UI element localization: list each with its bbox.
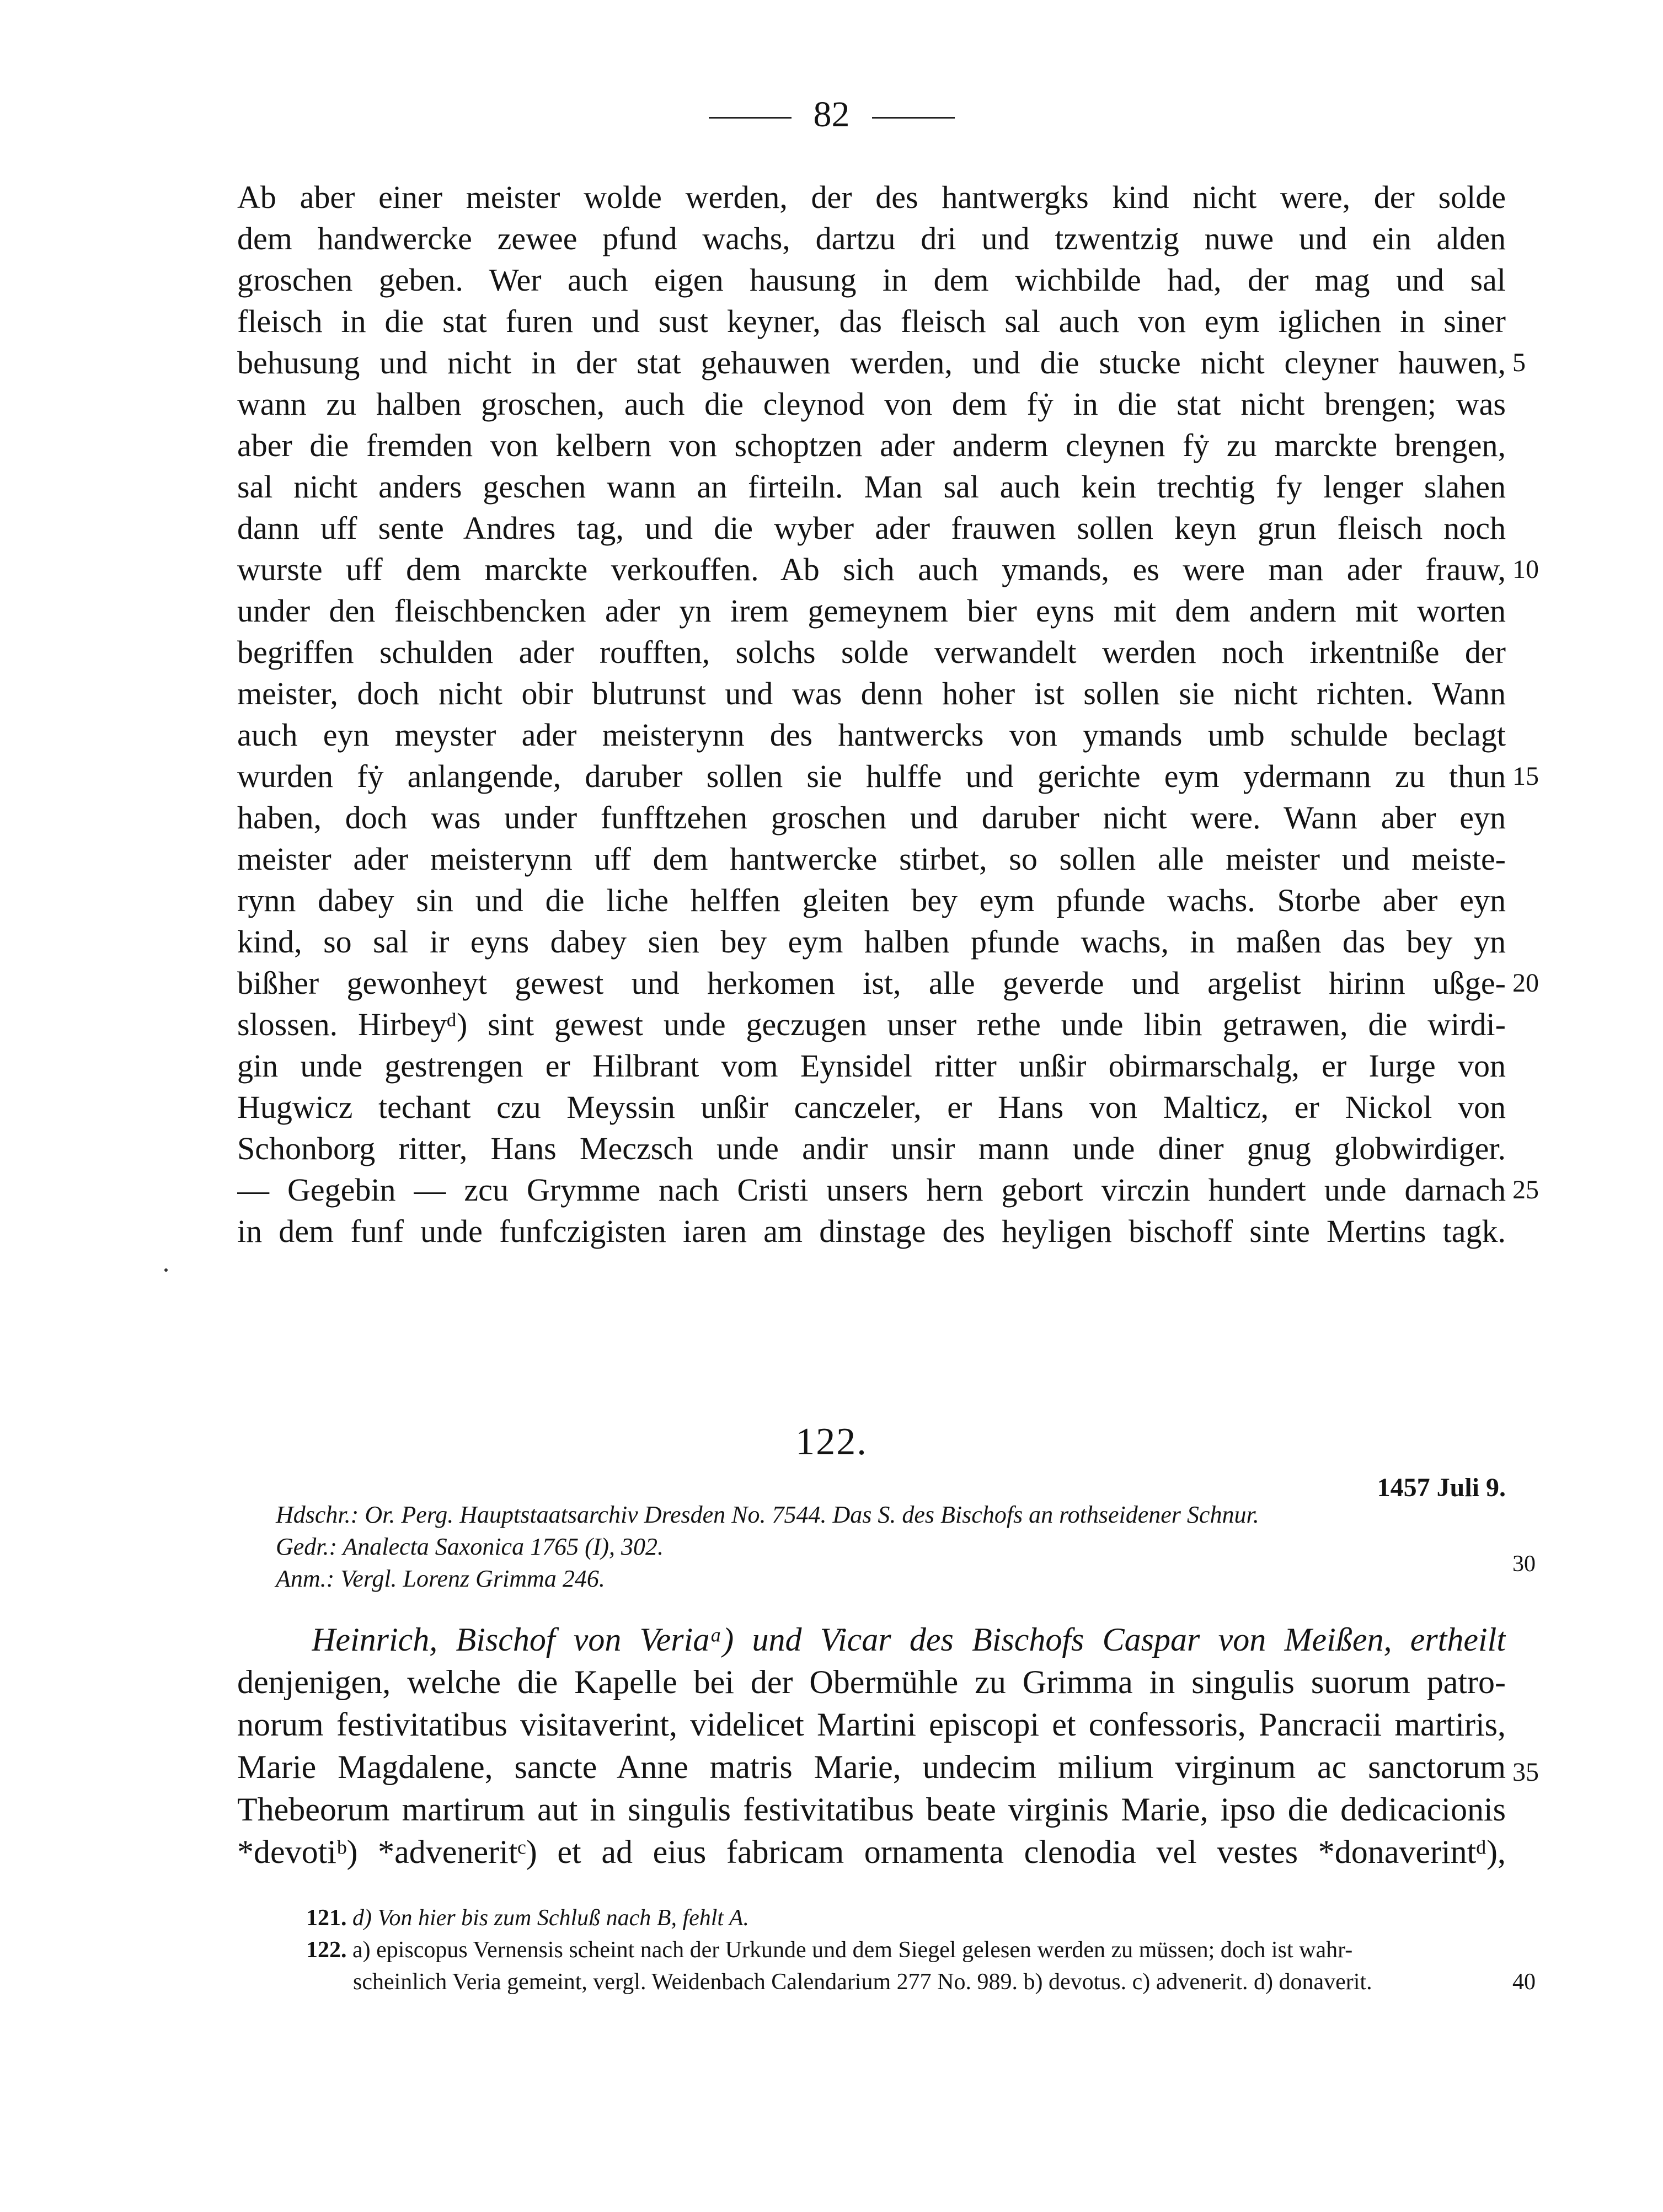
stray-ink-mark: [164, 1268, 168, 1272]
text-line: slossen. Hirbeyᵈ) sint gewest unde geczugen unser rethe unde libin getrawen, die wirdi-: [237, 1006, 1506, 1042]
text-line: gin unde gestrengen er Hilbrant vom Eynsidel ritter unßir obirmarschalg, er Iurge von: [237, 1048, 1506, 1084]
footnote-122-continued: scheinlich Veria gemeint, vergl. Weidenbach Calendarium 277 No. 989. b) devotus. c) advenerit. d) donaverit.: [353, 1969, 1372, 1995]
text-line: aber die fremden von kelbern von schoptzen ader anderm cleynen fẏ zu marckte brengen,: [237, 427, 1506, 463]
source-note-print: Gedr.: Analecta Saxonica 1765 (I), 302.: [276, 1533, 664, 1560]
header-rule-left: [709, 117, 792, 119]
line-number: 15: [1512, 762, 1539, 791]
document-date: 1457 Juli 9.: [1377, 1473, 1506, 1502]
text-line: meister ader meisterynn uff dem hantwercke stirbet, so sollen alle meister und meiste-: [237, 841, 1506, 877]
line-number: 25: [1512, 1175, 1539, 1204]
document-number: 122.: [795, 1421, 868, 1463]
text-line: meister, doch nicht obir blutrunst und was denn hoher ist sollen sie nicht richten. Wann: [237, 676, 1506, 711]
page-number: 82: [813, 94, 850, 135]
line-number: 20: [1512, 968, 1539, 998]
footnote-text: d) Von hier bis zum Schluß nach B, fehlt A.: [352, 1905, 749, 1931]
source-note-manuscript: Hdschr.: Or. Perg. Hauptstaatsarchiv Dresden No. 7544. Das S. des Bischofs an rothseidener Schnur.: [276, 1501, 1259, 1528]
footnote-122: [306, 1935, 1509, 1965]
text-line: wurste uff dem marckte verkouffen. Ab sich auch ymands, es were man ader frauw,: [237, 551, 1506, 587]
regest-line-text: Heinrich, Bischof von Veriaᵃ) und Vicar des Bischofs Caspar von Meißen, ertheilt: [312, 1621, 1506, 1658]
text-line: dann uff sente Andres tag, und die wyber ader frauwen sollen keyn grun fleisch noch: [237, 510, 1506, 546]
text-line: haben, doch was under funfftzehen groschen und daruber nicht were. Wann aber eyn: [237, 800, 1506, 835]
text-line: rynn dabey sin und die liche helffen gleiten bey eym pfunde wachs. Storbe aber eyn: [237, 882, 1506, 918]
footnote-121: [306, 1903, 1464, 1934]
regest-line: [312, 1619, 1506, 1661]
text-line: begriffen schulden ader roufften, solchs solde verwandelt werden noch irkentniße der: [237, 634, 1506, 670]
regest-line: denjenigen, welche die Kapelle bei der Obermühle zu Grimma in singulis suorum patro-: [237, 1664, 1506, 1700]
text-line: behusung und nicht in der stat gehauwen werden, und die stucke nicht cleyner hauwen,: [237, 345, 1506, 381]
text-line: kind, so sal ir eyns dabey sien bey eym halben pfunde wachs, in maßen das bey yn: [237, 924, 1506, 960]
text-line: bißher gewonheyt gewest und herkomen ist, alle geverde und argelist hirinn ußge-: [237, 965, 1506, 1001]
footnote-text: a) episcopus Vernensis scheint nach der Urkunde und dem Siegel gelesen werden zu müssen; doch ist wahr-: [352, 1937, 1353, 1963]
line-number: 5: [1512, 348, 1526, 377]
text-line: Ab aber einer meister wolde werden, der des hantwergks kind nicht were, der solde: [237, 179, 1506, 215]
text-line: groschen geben. Wer auch eigen hausung in dem wichbilde had, der mag und sal: [237, 262, 1506, 298]
text-line: wurden fẏ anlangende, daruber sollen sie hulffe und gerichte eym ydermann zu thun: [237, 758, 1506, 794]
text-line: dem handwercke zewee pfund wachs, dartzu dri und tzwentzig nuwe und ein alden: [237, 221, 1506, 256]
text-line: fleisch in die stat furen und sust keyner, das fleisch sal auch von eym iglichen in siner: [237, 303, 1506, 339]
text-line: under den fleischbencken ader yn irem gemeynem bier eyns mit dem andern mit worten: [237, 593, 1506, 629]
regest-line: Marie Magdalene, sancte Anne matris Marie, undecim milium virginum ac sanctorum: [237, 1749, 1506, 1785]
text-line: auch eyn meyster ader meisterynn des hantwercks von ymands umb schulde beclagt: [237, 717, 1506, 753]
regest-line: *devotiᵇ) *adveneritᶜ) et ad eius fabricam ornamenta clenodia vel vestes *donaverintᵈ),: [237, 1834, 1506, 1870]
line-number: 10: [1512, 555, 1539, 584]
line-number: 40: [1512, 1969, 1536, 1995]
page-header: [0, 93, 1663, 137]
line-number: 35: [1512, 1758, 1539, 1787]
regest-line: norum festivitatibus visitaverint, videlicet Martini episcopi et confessoris, Pancracii martiris,: [237, 1706, 1506, 1743]
header-rule-right: [872, 117, 955, 119]
text-line: — Gegebin — zcu Grymme nach Cristi unsers hern gebort virczin hundert unde darnach: [237, 1172, 1506, 1208]
text-line: Schonborg ritter, Hans Meczsch unde andir unsir mann unde diner gnug globwirdiger.: [237, 1131, 1506, 1166]
text-line: Hugwicz techant czu Meyssin unßir canczeler, er Hans von Malticz, er Nickol von: [237, 1089, 1506, 1125]
line-number: 30: [1512, 1551, 1536, 1577]
text-line: sal nicht anders geschen wann an firteiln. Man sal auch kein trechtig fy lenger slahen: [237, 469, 1506, 505]
footnote-number: 121.: [306, 1905, 347, 1931]
text-line: wann zu halben groschen, auch die cleynod von dem fẏ in die stat nicht brengen; was: [237, 386, 1506, 422]
footnote-number: 122.: [306, 1937, 347, 1963]
regest-line: Thebeorum martirum aut in singulis festivitatibus beate virginis Marie, ipso die dedicacionis: [237, 1791, 1506, 1828]
text-line: in dem funf unde funfczigisten iaren am dinstage des heyligen bischoff sinte Mertins tagk.: [237, 1213, 1506, 1249]
source-note-remark: Anm.: Vergl. Lorenz Grimma 246.: [276, 1565, 605, 1592]
